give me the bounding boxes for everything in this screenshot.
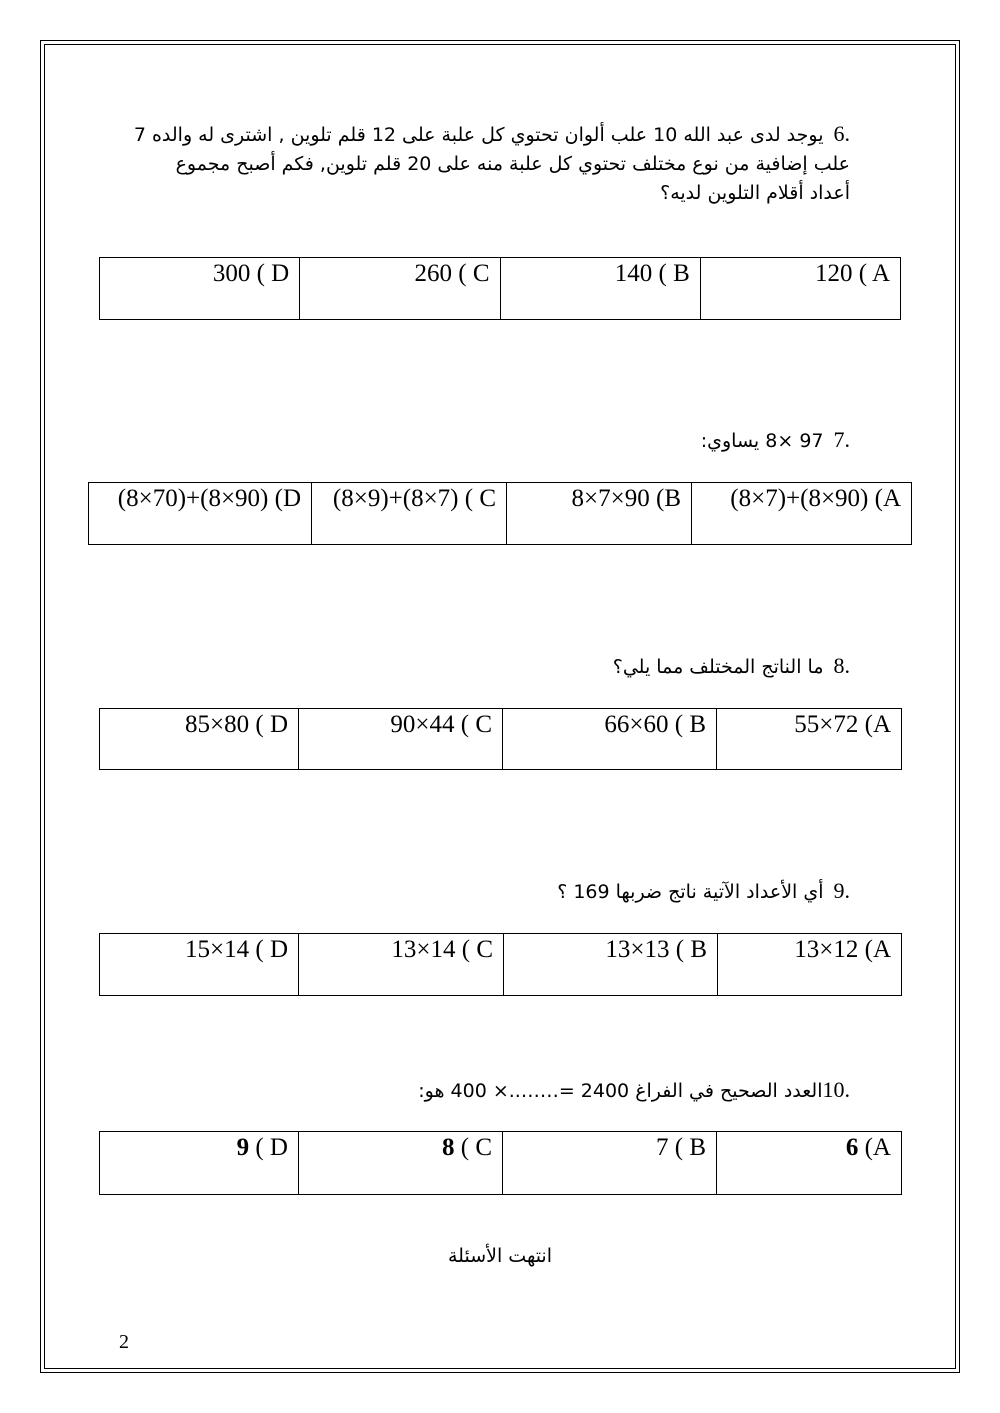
question-text: أي الأعداد الآتية ناتج ضربها 169 ؟ (557, 881, 824, 903)
option-value: 6 (845, 1134, 859, 1161)
option-value: 8 (442, 1134, 455, 1161)
option-a[interactable]: (8×7)+(8×90) (A (692, 483, 912, 545)
option-a[interactable] (717, 1132, 902, 1195)
option-b[interactable]: 140 ( B (500, 258, 700, 320)
option-d[interactable]: (8×70)+(8×90) (D (89, 483, 312, 545)
option-c[interactable] (299, 1132, 503, 1195)
question-number: 9. (833, 878, 850, 903)
question-number: 7. (833, 427, 850, 452)
option-a[interactable]: 55×72 (A (717, 709, 902, 770)
options-table-q8 (99, 708, 902, 770)
option-d[interactable]: 15×14 ( D (100, 934, 299, 996)
question-number: 6. (833, 121, 850, 146)
question-6 (130, 119, 850, 208)
question-7 (500, 425, 850, 456)
question-number: 10. (822, 1077, 850, 1102)
option-b[interactable] (503, 1132, 717, 1195)
question-text: 97 ×8 يساوي: (700, 430, 824, 452)
option-a[interactable]: 13×12 (A (718, 934, 902, 996)
question-10 (300, 1075, 850, 1106)
question-8 (500, 651, 850, 682)
option-a[interactable]: 120 ( A (700, 258, 900, 320)
options-table-q6 (99, 257, 901, 320)
option-b[interactable]: 66×60 ( B (503, 709, 717, 770)
option-b[interactable]: 13×13 ( B (504, 934, 718, 996)
page-number: 2 (119, 1331, 129, 1353)
question-text: ما الناتج المختلف مما يلي؟ (612, 656, 824, 678)
question-number: 8. (833, 653, 850, 678)
option-c[interactable]: 13×14 ( C (299, 934, 504, 996)
option-label: ( C (454, 1134, 492, 1161)
question-text: العدد الصحيح في الفراغ 2400 =……..× 400 هو: (418, 1080, 823, 1102)
option-value: 7 (656, 1134, 669, 1161)
option-label: ( D (249, 1134, 288, 1161)
option-d[interactable]: 85×80 ( D (100, 709, 299, 770)
option-c[interactable]: 260 ( C (300, 258, 500, 320)
option-value: 9 (236, 1134, 250, 1161)
options-table-q7 (88, 482, 912, 545)
options-table-q9 (99, 933, 902, 996)
option-d[interactable]: 300 ( D (100, 258, 300, 320)
option-c[interactable]: (8×9)+(8×7) ( C (312, 483, 507, 545)
question-text: يوجد لدى عبد الله 10 علب ألوان تحتوي كل علبة على 12 قلم تلوين , اشترى له والده 7 علب إضافية من نوع مختلف تحتوي كل علبة منه على 20 قلم تلوين, فكم أصبح مجموع أعداد أقلام التلوين لديه؟ (133, 124, 850, 204)
option-label: (A (858, 1134, 891, 1161)
option-b[interactable]: 8×7×90 (B (507, 483, 692, 545)
options-table-q10 (99, 1131, 902, 1195)
question-9 (450, 876, 850, 907)
option-c[interactable]: 90×44 ( C (299, 709, 503, 770)
end-of-questions-note: انتهت الأسئلة (448, 1245, 552, 1267)
option-d[interactable] (100, 1132, 299, 1195)
option-label: ( B (668, 1134, 706, 1161)
